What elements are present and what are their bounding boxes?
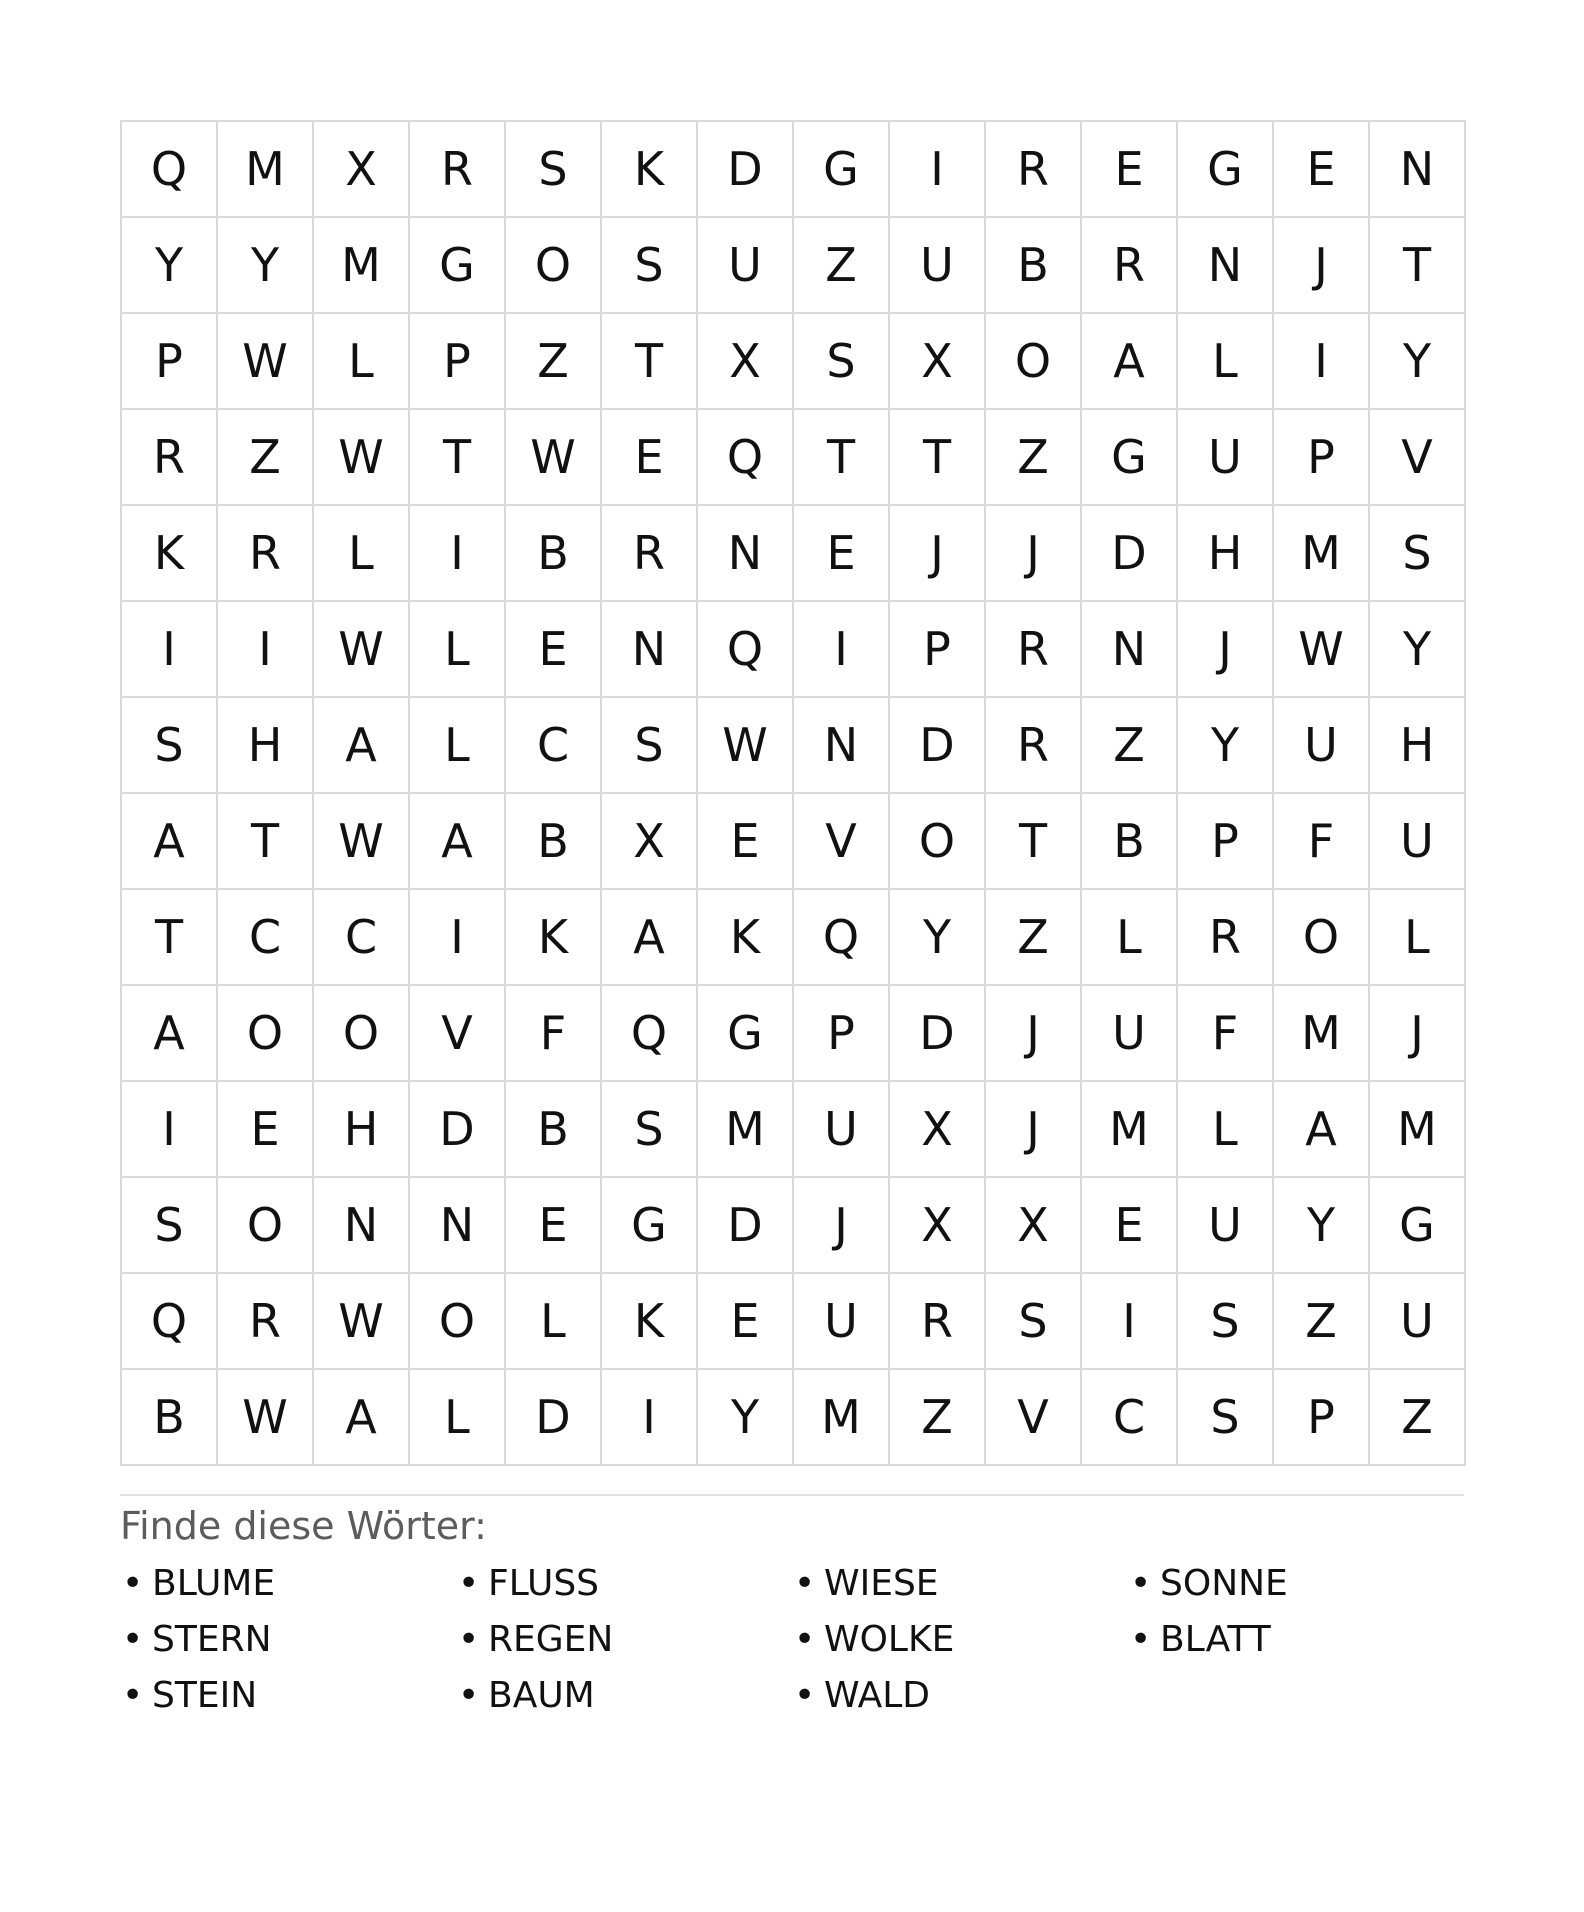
grid-cell[interactable]: Q: [794, 890, 890, 986]
grid-cell[interactable]: Z: [1370, 1370, 1466, 1466]
grid-cell[interactable]: V: [986, 1370, 1082, 1466]
grid-cell[interactable]: N: [314, 1178, 410, 1274]
grid-cell[interactable]: O: [218, 986, 314, 1082]
grid-cell[interactable]: T: [122, 890, 218, 986]
grid-cell[interactable]: O: [314, 986, 410, 1082]
grid-cell[interactable]: Z: [218, 410, 314, 506]
grid-cell[interactable]: R: [890, 1274, 986, 1370]
grid-cell[interactable]: J: [1178, 602, 1274, 698]
grid-cell[interactable]: E: [698, 794, 794, 890]
bullet-icon: •: [122, 1619, 144, 1660]
grid-cell[interactable]: T: [218, 794, 314, 890]
grid-cell[interactable]: M: [794, 1370, 890, 1466]
word-label: SONNE: [1160, 1563, 1288, 1604]
grid-cell[interactable]: G: [698, 986, 794, 1082]
word-list-item: [792, 1668, 1128, 1724]
grid-cell[interactable]: I: [410, 890, 506, 986]
word-list-title: Finde diese Wörter:: [120, 1504, 487, 1548]
grid-cell[interactable]: L: [1082, 890, 1178, 986]
grid-cell[interactable]: J: [986, 1082, 1082, 1178]
grid-cell[interactable]: J: [1274, 218, 1370, 314]
grid-cell[interactable]: A: [1082, 314, 1178, 410]
grid-cell[interactable]: S: [986, 1274, 1082, 1370]
grid-cell[interactable]: Q: [698, 410, 794, 506]
grid-cell[interactable]: P: [122, 314, 218, 410]
word-list-item: [120, 1556, 456, 1612]
grid-cell[interactable]: W: [218, 1370, 314, 1466]
grid-cell[interactable]: C: [218, 890, 314, 986]
grid-cell[interactable]: J: [986, 506, 1082, 602]
grid-cell[interactable]: P: [794, 986, 890, 1082]
grid-cell[interactable]: I: [410, 506, 506, 602]
grid-cell[interactable]: Y: [1274, 1178, 1370, 1274]
grid-cell[interactable]: Z: [986, 410, 1082, 506]
grid-cell[interactable]: I: [122, 602, 218, 698]
grid-cell[interactable]: K: [602, 122, 698, 218]
grid-cell[interactable]: S: [122, 1178, 218, 1274]
word-label: FLUSS: [488, 1563, 600, 1604]
grid-cell[interactable]: T: [794, 410, 890, 506]
grid-cell[interactable]: Y: [698, 1370, 794, 1466]
grid-cell[interactable]: Q: [122, 1274, 218, 1370]
grid-cell[interactable]: G: [794, 122, 890, 218]
bullet-icon: •: [122, 1563, 144, 1604]
grid-cell[interactable]: A: [314, 1370, 410, 1466]
grid-cell[interactable]: J: [890, 506, 986, 602]
grid-cell[interactable]: O: [890, 794, 986, 890]
grid-cell[interactable]: M: [698, 1082, 794, 1178]
grid-cell[interactable]: U: [794, 1274, 890, 1370]
grid-cell[interactable]: X: [314, 122, 410, 218]
grid-cell[interactable]: V: [794, 794, 890, 890]
word-list-item: [792, 1612, 1128, 1668]
grid-cell[interactable]: E: [506, 1178, 602, 1274]
grid-cell[interactable]: B: [986, 218, 1082, 314]
grid-cell[interactable]: F: [1178, 986, 1274, 1082]
grid-cell[interactable]: X: [890, 314, 986, 410]
grid-cell[interactable]: K: [506, 890, 602, 986]
word-label: REGEN: [488, 1619, 614, 1660]
grid-cell[interactable]: I: [602, 1370, 698, 1466]
grid-cell[interactable]: O: [986, 314, 1082, 410]
grid-cell[interactable]: W: [506, 410, 602, 506]
grid-cell[interactable]: S: [602, 698, 698, 794]
grid-cell[interactable]: E: [602, 410, 698, 506]
grid-cell[interactable]: Z: [506, 314, 602, 410]
grid-cell[interactable]: U: [1274, 698, 1370, 794]
grid-cell[interactable]: D: [410, 1082, 506, 1178]
grid-cell[interactable]: L: [314, 506, 410, 602]
grid-cell[interactable]: W: [314, 602, 410, 698]
grid-cell[interactable]: P: [1274, 410, 1370, 506]
grid-cell[interactable]: U: [794, 1082, 890, 1178]
grid-cell[interactable]: R: [122, 410, 218, 506]
grid-cell[interactable]: S: [506, 122, 602, 218]
grid-cell[interactable]: U: [1178, 1178, 1274, 1274]
grid-cell[interactable]: J: [986, 986, 1082, 1082]
grid-cell[interactable]: Y: [890, 890, 986, 986]
grid-cell[interactable]: R: [986, 122, 1082, 218]
grid-cell[interactable]: Z: [890, 1370, 986, 1466]
grid-cell[interactable]: F: [1274, 794, 1370, 890]
grid-cell[interactable]: N: [1370, 122, 1466, 218]
grid-cell[interactable]: I: [890, 122, 986, 218]
grid-cell[interactable]: Y: [1178, 698, 1274, 794]
grid-cell[interactable]: L: [1178, 314, 1274, 410]
grid-cell[interactable]: W: [1274, 602, 1370, 698]
grid-cell[interactable]: I: [122, 1082, 218, 1178]
grid-cell[interactable]: T: [602, 314, 698, 410]
grid-cell[interactable]: L: [1178, 1082, 1274, 1178]
grid-cell[interactable]: G: [410, 218, 506, 314]
grid-cell[interactable]: J: [794, 1178, 890, 1274]
grid-cell[interactable]: B: [506, 506, 602, 602]
grid-cell[interactable]: W: [314, 794, 410, 890]
word-label: WALD: [824, 1675, 931, 1716]
grid-cell[interactable]: D: [890, 986, 986, 1082]
grid-cell[interactable]: G: [1370, 1178, 1466, 1274]
grid-cell[interactable]: Q: [698, 602, 794, 698]
grid-cell[interactable]: S: [1370, 506, 1466, 602]
word-list-item: [456, 1668, 792, 1724]
word-label: WIESE: [824, 1563, 939, 1604]
word-label: STEIN: [152, 1675, 258, 1716]
grid-cell[interactable]: U: [1178, 410, 1274, 506]
grid-cell[interactable]: G: [602, 1178, 698, 1274]
grid-cell[interactable]: C: [1082, 1370, 1178, 1466]
grid-cell[interactable]: S: [602, 218, 698, 314]
grid-cell[interactable]: U: [1082, 986, 1178, 1082]
grid-cell[interactable]: T: [890, 410, 986, 506]
grid-cell[interactable]: Y: [218, 218, 314, 314]
grid-cell[interactable]: R: [986, 602, 1082, 698]
grid-cell[interactable]: W: [314, 1274, 410, 1370]
grid-cell[interactable]: W: [698, 698, 794, 794]
grid-cell[interactable]: E: [1274, 122, 1370, 218]
grid-cell[interactable]: S: [794, 314, 890, 410]
grid-cell[interactable]: B: [506, 794, 602, 890]
grid-cell[interactable]: B: [122, 1370, 218, 1466]
word-list: [120, 1556, 1464, 1724]
grid-cell[interactable]: S: [1178, 1370, 1274, 1466]
grid-cell[interactable]: B: [506, 1082, 602, 1178]
grid-cell[interactable]: C: [314, 890, 410, 986]
grid-cell[interactable]: F: [506, 986, 602, 1082]
grid-cell[interactable]: L: [1370, 890, 1466, 986]
word-label: BLATT: [1160, 1619, 1271, 1660]
grid-cell[interactable]: L: [410, 602, 506, 698]
grid-cell[interactable]: W: [218, 314, 314, 410]
grid-cell[interactable]: R: [218, 506, 314, 602]
grid-cell[interactable]: S: [602, 1082, 698, 1178]
grid-cell[interactable]: X: [890, 1178, 986, 1274]
grid-cell[interactable]: Z: [794, 218, 890, 314]
grid-cell[interactable]: H: [1178, 506, 1274, 602]
grid-cell[interactable]: Y: [1370, 602, 1466, 698]
word-list-item: [456, 1612, 792, 1668]
grid-cell[interactable]: X: [602, 794, 698, 890]
grid-cell[interactable]: I: [218, 602, 314, 698]
grid-cell[interactable]: L: [410, 698, 506, 794]
grid-cell[interactable]: L: [410, 1370, 506, 1466]
grid-cell[interactable]: M: [1370, 1082, 1466, 1178]
grid-cell[interactable]: N: [410, 1178, 506, 1274]
grid-cell[interactable]: H: [218, 698, 314, 794]
grid-cell[interactable]: D: [698, 122, 794, 218]
grid-cell[interactable]: R: [410, 122, 506, 218]
letter-grid: [120, 120, 1466, 1466]
bullet-icon: •: [1130, 1563, 1152, 1604]
grid-cell[interactable]: Q: [602, 986, 698, 1082]
grid-cell[interactable]: W: [314, 410, 410, 506]
grid-cell[interactable]: S: [122, 698, 218, 794]
bullet-icon: •: [122, 1675, 144, 1716]
grid-cell[interactable]: P: [1274, 1370, 1370, 1466]
grid-cell[interactable]: T: [986, 794, 1082, 890]
word-list-item: [456, 1556, 792, 1612]
word-label: BAUM: [488, 1675, 595, 1716]
grid-cell[interactable]: K: [698, 890, 794, 986]
word-list-item: [1128, 1612, 1464, 1668]
grid-cell[interactable]: E: [698, 1274, 794, 1370]
grid-cell[interactable]: D: [1082, 506, 1178, 602]
grid-cell[interactable]: R: [1178, 890, 1274, 986]
grid-cell[interactable]: E: [1082, 122, 1178, 218]
grid-cell[interactable]: C: [506, 698, 602, 794]
grid-cell[interactable]: A: [602, 890, 698, 986]
grid-cell[interactable]: N: [698, 506, 794, 602]
grid-cell[interactable]: A: [122, 794, 218, 890]
grid-cell[interactable]: N: [1082, 602, 1178, 698]
word-label: STERN: [152, 1619, 272, 1660]
grid-cell[interactable]: P: [890, 602, 986, 698]
grid-cell[interactable]: O: [410, 1274, 506, 1370]
grid-cell[interactable]: Z: [1274, 1274, 1370, 1370]
grid-cell[interactable]: S: [1178, 1274, 1274, 1370]
grid-cell[interactable]: B: [1082, 794, 1178, 890]
word-list-item: [1128, 1556, 1464, 1612]
grid-cell[interactable]: M: [1274, 986, 1370, 1082]
grid-cell[interactable]: Z: [1082, 698, 1178, 794]
grid-cell[interactable]: H: [314, 1082, 410, 1178]
grid-cell[interactable]: V: [1370, 410, 1466, 506]
grid-cell[interactable]: A: [314, 698, 410, 794]
grid-cell[interactable]: P: [1178, 794, 1274, 890]
grid-cell[interactable]: A: [410, 794, 506, 890]
word-list-item: [120, 1612, 456, 1668]
grid-cell[interactable]: U: [890, 218, 986, 314]
grid-cell[interactable]: G: [1178, 122, 1274, 218]
grid-cell[interactable]: R: [602, 506, 698, 602]
grid-cell[interactable]: X: [698, 314, 794, 410]
grid-cell[interactable]: G: [1082, 410, 1178, 506]
grid-cell[interactable]: H: [1370, 698, 1466, 794]
grid-cell[interactable]: N: [794, 698, 890, 794]
grid-cell[interactable]: T: [1370, 218, 1466, 314]
grid-cell[interactable]: L: [506, 1274, 602, 1370]
bullet-icon: •: [794, 1563, 816, 1604]
word-label: WOLKE: [824, 1619, 955, 1660]
grid-cell[interactable]: I: [1274, 314, 1370, 410]
grid-cell[interactable]: O: [506, 218, 602, 314]
bullet-icon: •: [1130, 1619, 1152, 1660]
grid-cell[interactable]: D: [890, 698, 986, 794]
grid-cell[interactable]: A: [1274, 1082, 1370, 1178]
grid-cell[interactable]: X: [890, 1082, 986, 1178]
grid-cell[interactable]: R: [986, 698, 1082, 794]
grid-cell[interactable]: D: [506, 1370, 602, 1466]
grid-cell[interactable]: D: [698, 1178, 794, 1274]
grid-cell[interactable]: M: [314, 218, 410, 314]
grid-cell[interactable]: E: [218, 1082, 314, 1178]
grid-cell[interactable]: N: [1178, 218, 1274, 314]
grid-cell[interactable]: Q: [122, 122, 218, 218]
grid-cell[interactable]: L: [314, 314, 410, 410]
bullet-icon: •: [458, 1563, 480, 1604]
grid-cell[interactable]: A: [122, 986, 218, 1082]
grid-cell[interactable]: O: [218, 1178, 314, 1274]
grid-cell[interactable]: R: [1082, 218, 1178, 314]
bullet-icon: •: [458, 1675, 480, 1716]
word-list-item: [792, 1556, 1128, 1612]
bullet-icon: •: [794, 1675, 816, 1716]
grid-cell[interactable]: M: [218, 122, 314, 218]
grid-cell[interactable]: K: [602, 1274, 698, 1370]
grid-cell[interactable]: X: [986, 1178, 1082, 1274]
bullet-icon: •: [458, 1619, 480, 1660]
grid-cell[interactable]: N: [602, 602, 698, 698]
grid-cell[interactable]: U: [1370, 794, 1466, 890]
grid-cell[interactable]: Y: [122, 218, 218, 314]
grid-cell[interactable]: M: [1274, 506, 1370, 602]
grid-cell[interactable]: U: [1370, 1274, 1466, 1370]
word-label: BLUME: [152, 1563, 276, 1604]
grid-cell[interactable]: K: [122, 506, 218, 602]
grid-cell[interactable]: E: [794, 506, 890, 602]
grid-cell[interactable]: Z: [986, 890, 1082, 986]
grid-cell[interactable]: M: [1082, 1082, 1178, 1178]
divider: [120, 1494, 1464, 1496]
grid-cell[interactable]: Y: [1370, 314, 1466, 410]
grid-cell[interactable]: J: [1370, 986, 1466, 1082]
grid-cell[interactable]: V: [410, 986, 506, 1082]
grid-cell[interactable]: P: [410, 314, 506, 410]
grid-cell[interactable]: E: [506, 602, 602, 698]
word-list-item: [120, 1668, 456, 1724]
bullet-icon: •: [794, 1619, 816, 1660]
grid-cell[interactable]: T: [410, 410, 506, 506]
grid-cell[interactable]: I: [1082, 1274, 1178, 1370]
grid-cell[interactable]: O: [1274, 890, 1370, 986]
grid-cell[interactable]: R: [218, 1274, 314, 1370]
word-search-puzzle: [120, 120, 1464, 1724]
grid-cell[interactable]: E: [1082, 1178, 1178, 1274]
grid-cell[interactable]: I: [794, 602, 890, 698]
grid-cell[interactable]: U: [698, 218, 794, 314]
